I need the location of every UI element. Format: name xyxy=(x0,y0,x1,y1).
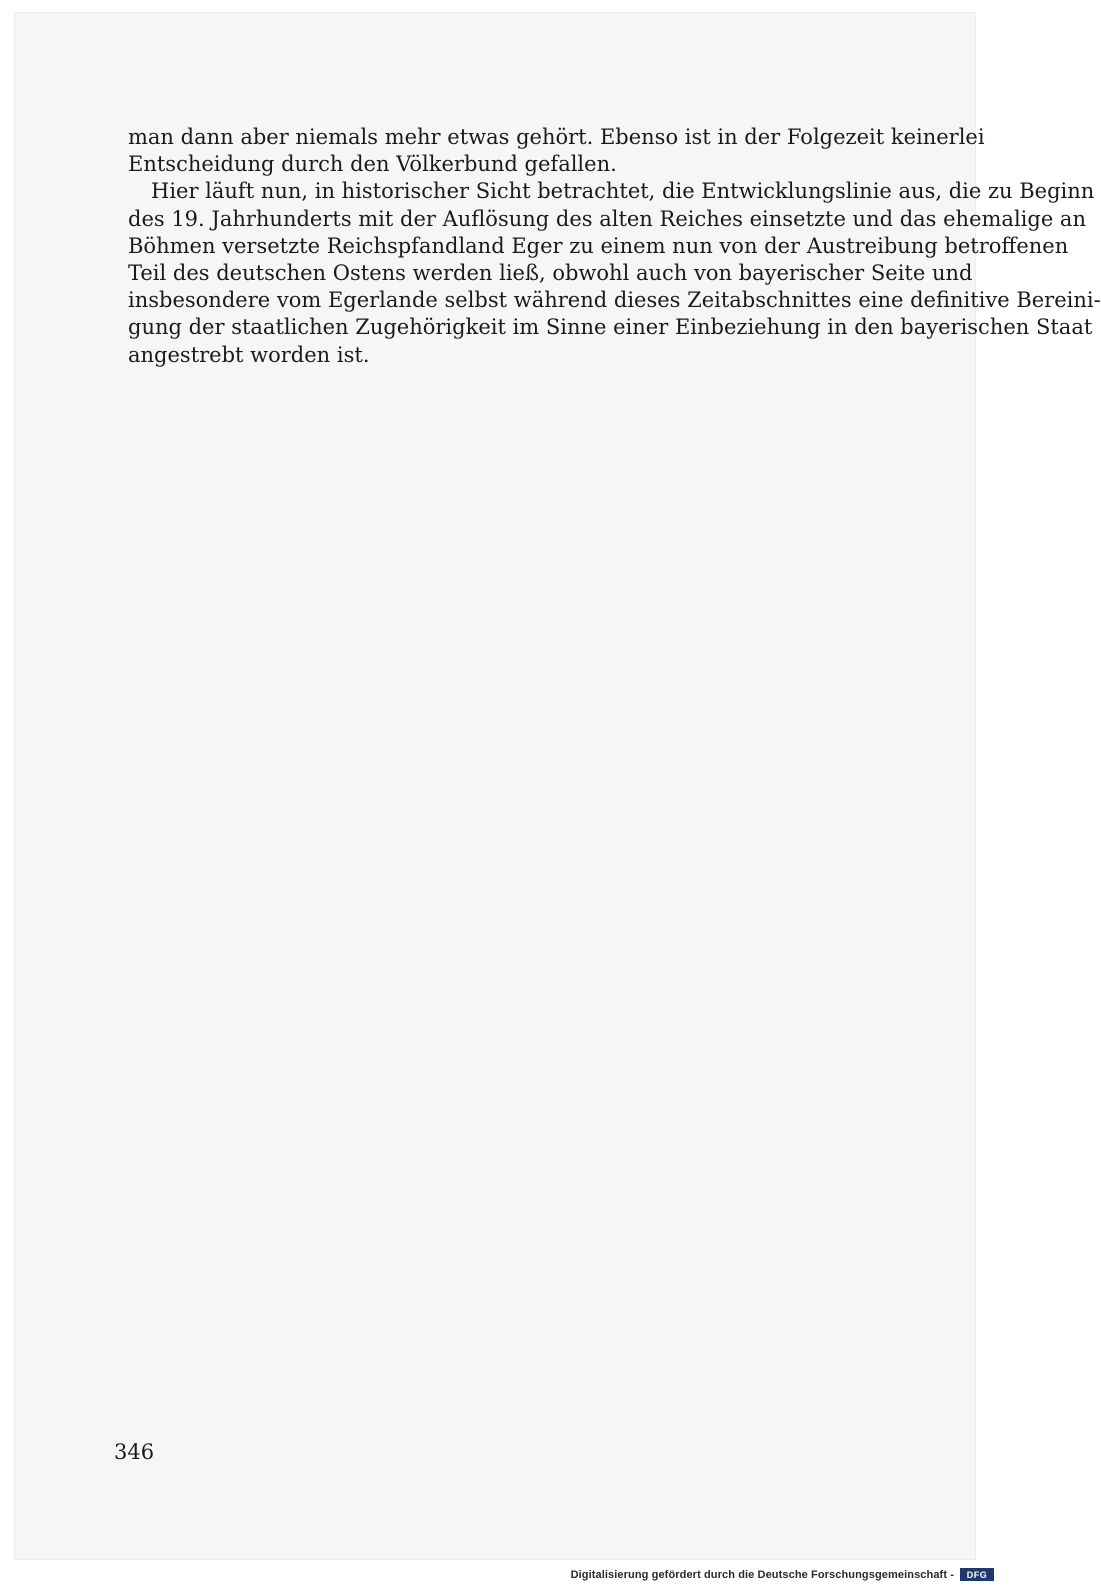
text-line: man dann aber niemals mehr etwas gehört. Ebenso ist in der Folgezeit keinerlei xyxy=(128,125,985,149)
text-line: gung der staatlichen Zugehörigkeit im Sinne einer Einbeziehung in den bayerischen Staat xyxy=(128,315,1093,340)
body-text xyxy=(128,124,1101,369)
page-number: 346 xyxy=(114,1440,155,1464)
text-line: Hier läuft nun, in historischer Sicht betrachtet, die Entwicklungslinie aus, die zu Beginn xyxy=(151,179,1095,204)
text-line: insbesondere vom Egerlande selbst während dieses Zeitabschnittes eine definitive Bereini- xyxy=(128,288,1101,313)
dfg-logo: DFG xyxy=(960,1568,994,1581)
text-line: des 19. Jahrhunderts mit der Auflösung des alten Reiches einsetzte und das ehemalige an xyxy=(128,206,1086,231)
paragraph-2 xyxy=(128,178,1101,368)
funding-notice: Digitalisierung gefördert durch die Deutsche Forschungsgemeinschaft - xyxy=(570,1568,954,1581)
paragraph-1 xyxy=(128,124,985,178)
text-line: angestrebt worden ist. xyxy=(128,342,370,367)
footer-credit xyxy=(571,1568,994,1581)
text-line: Böhmen versetzte Reichspfandland Eger zu einem nun von der Austreibung betroffenen xyxy=(128,233,1069,258)
scanned-page xyxy=(14,12,1101,1560)
text-line: Entscheidung durch den Völkerbund gefallen. xyxy=(128,152,617,177)
text-line: Teil des deutschen Ostens werden ließ, obwohl auch von bayerischer Seite und xyxy=(128,261,973,286)
